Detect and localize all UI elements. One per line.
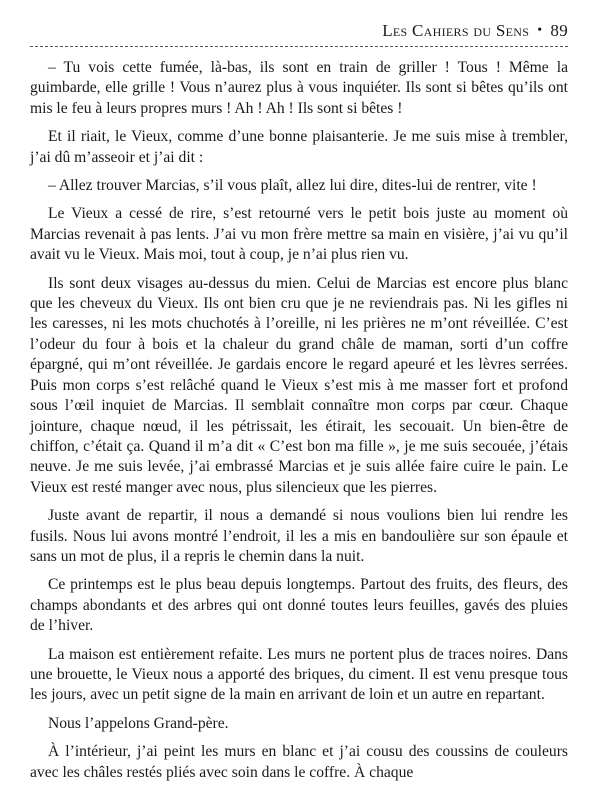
running-header	[30, 16, 568, 47]
paragraph: Et il riait, le Vieux, comme d’une bonne plaisanterie. Je me suis mise à trembler, j’ai dû m’asseoir et j’ai dit :	[30, 128, 568, 166]
running-title: Les Cahiers du Sens	[382, 21, 530, 40]
paragraph: La maison est entièrement refaite. Les murs ne portent plus de traces noires. Dans une brouette, le Vieux nous a apporté des briques, du ciment. Il est venu presque tous les jours, avec un petit signe de la main en arrivant de loin et un autre en repartant.	[30, 645, 568, 704]
paragraph: Ils sont deux visages au-dessus du mien. Celui de Marcias est encore plus blanc que les cheveux du Vieux. Ils ont bien cru que je ne reviendrais pas. Ni les gifles ni les caresses, ni les mots chuchotés à l’oreille, ni les prières ne m’ont réveillée. C’est l’odeur du four à bois et la chaleur du grand châle de maman, sorti d’un coffre épargné, qui m’ont réveillée. Je gardais encore le regard apeuré et les lèvres serrées. Puis mon corps s’est relâché quand le Vieux s’est mis à me masser fort et profond sous l’œil inquiet de Marcias. Il semblait connaître mon corps par cœur. Chaque jointure, chaque nœud, il les pétrissait, les étirait, les secouait. Un bien-être de chiffon, c’était ça. Quand il m’a dit « C’est bon ma fille », je me suis secouée, j’étais neuve. Je me suis levée, j’ai embrassé Marcias et je suis allée faire cuire le pain. Le Vieux est resté manger avec nous, plus silencieux que les pierres.	[30, 274, 568, 496]
paragraph: – Tu vois cette fumée, là-bas, ils sont en train de griller ! Tous ! Même la guimbarde, elle grille ! Vous n’aurez plus à vous inquiéter. Ils sont si bêtes qu’ils ont mis le feu à leurs propres murs ! Ah ! Ah ! Ils sont si bêtes !	[30, 59, 568, 117]
paragraph: – Allez trouver Marcias, s’il vous plaît, allez lui dire, dites-lui de rentrer, vite !	[48, 177, 537, 195]
paragraph: Juste avant de repartir, il nous a demandé si nous voulions bien lui rendre les fusils. Nous lui avons montré l’endroit, il les a mis en bandoulière sur son épaule et sans un mot de plus, il a repris le chemin dans la nuit.	[30, 507, 568, 565]
header-separator: •	[537, 23, 543, 38]
paragraph: À l’intérieur, j’ai peint les murs en blanc et j’ai cousu des coussins de couleurs avec les châles restés pliés avec soin dans le coffre. À chaque	[30, 743, 568, 781]
page-number: 89	[550, 21, 568, 40]
paragraph: Le Vieux a cessé de rire, s’est retourné vers le petit bois juste au moment où Marcias revenait à pas lents. J’ai vu mon frère mettre sa main en visière, j’ai vu qu’il avait vu le Vieux. Mais moi, tout à coup, je n’ai plus rien vu.	[30, 205, 568, 264]
body-text	[30, 58, 568, 791]
paragraph: Nous l’appelons Grand-père.	[48, 714, 229, 732]
paragraph: Ce printemps est le plus beau depuis longtemps. Partout des fruits, des fleurs, des champs abondants et des arbres qui ont donné toutes leurs feuilles, gavés des pluies de l’hiver.	[30, 576, 568, 635]
